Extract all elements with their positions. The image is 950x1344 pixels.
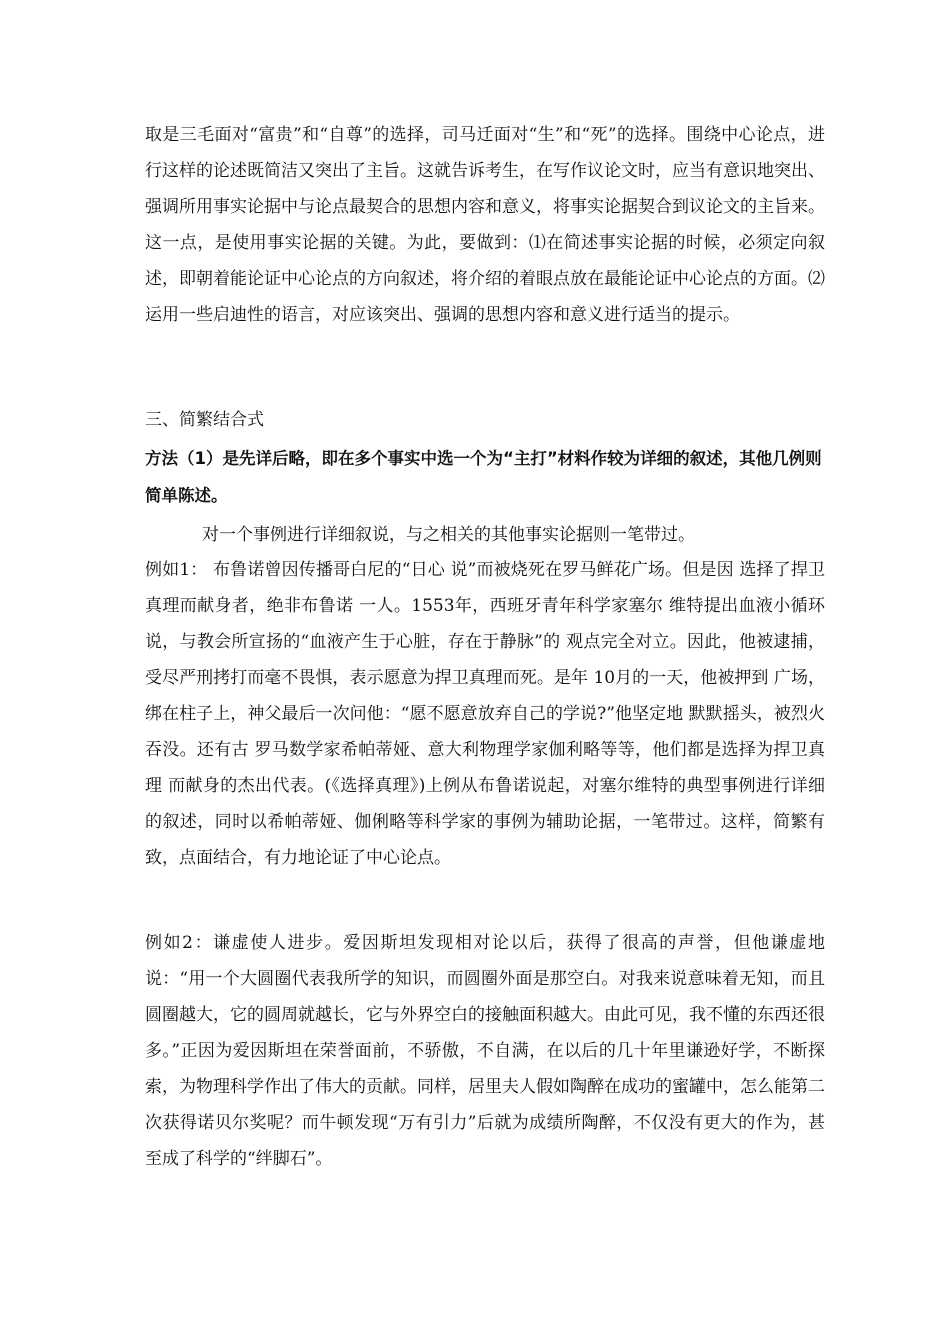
example-2-paragraph: 例如2：谦虚使人进步。爱因斯坦发现相对论以后，获得了很高的声誉，但他谦虚地说：“用一个大圆圈代表我所学的知识，而圆圈外面是那空白。对我来说意味着无知，而且圆圈越大，它的圆周就越长，它与外界空白的接触面积越大。由此可见，我不懂的东西还很多。”正因为爱因斯坦在荣誉面前，不骄傲，不自满，在以后的几十年里谦逊好学，不断探索，为物理科学作出了伟大的贡献。同样，居里夫人假如陶醉在成功的蜜罐中，怎么能第二次获得诺贝尔奖呢？而牛顿发现“万有引力”后就为成绩所陶醉，不仅没有更大的作为，甚至成了科学的“绊脚石”。 [145, 933, 825, 1169]
method-bold-paragraph: 方法（1）是先详后略，即在多个事实中选一个为“主打”材料作较为详细的叙述，其他几例则简单陈述。 [145, 449, 822, 505]
indented-summary-line: 对一个事例进行详细叙说，与之相关的其他事实论据则一笔带过。 [202, 525, 695, 545]
paragraph-main-argument: 取是三毛面对“富贵”和“自尊”的选择，司马迁面对“生”和“死”的选择。围绕中心论点，进行这样的论述既简洁又突出了主旨。这就告诉考生，在写作议论文时，应当有意识地突出、强调所用事实论据中与论点最契合的思想内容和意义，将事实论据契合到议论文的主旨来。这一点，是使用事实论据的关键。为此，要做到：⑴在简述事实论据的时候，必须定向叙述，即朝着能论证中心论点的方向叙述，将介绍的着眼点放在最能论证中心论点的方面。⑵运用一些启迪性的语言，对应该突出、强调的思想内容和意义进行适当的提示。 [145, 125, 825, 325]
section-heading: 三、简繁结合式 [145, 410, 264, 430]
example-1-paragraph: 例如1： 布鲁诺曾因传播哥白尼的“日心 说”而被烧死在罗马鲜花广场。但是因 选择了捍卫真理而献身者，绝非布鲁诺 一人。1553年，西班牙青年科学家塞尔 维特提出血液小循环说，与教会所宣扬的“血液产生于心脏，存在于静脉”的 观点完全对立。因此，他被逮捕，受尽严刑拷打而毫不畏惧，表示愿意为捍卫真理而死。是年 10月的一天，他被押到 广场，绑在柱子上，神父最后一次问他：“愿不愿意放弃自己的学说?”他坚定地 默默摇头，被烈火吞没。还有古 罗马数学家希帕蒂娅、意大利物理学家伽利略等等，他们都是选择为捍卫真理 而献身的杰出代表。(《选择真理》)上例从布鲁诺说起，对塞尔维特的典型事例进行详细的叙述，同时以希帕蒂娅、伽俐略等科学家的事例为辅助论据，一笔带过。这样，简繁有致，点面结合，有力地论证了中心论点。 [145, 560, 825, 868]
